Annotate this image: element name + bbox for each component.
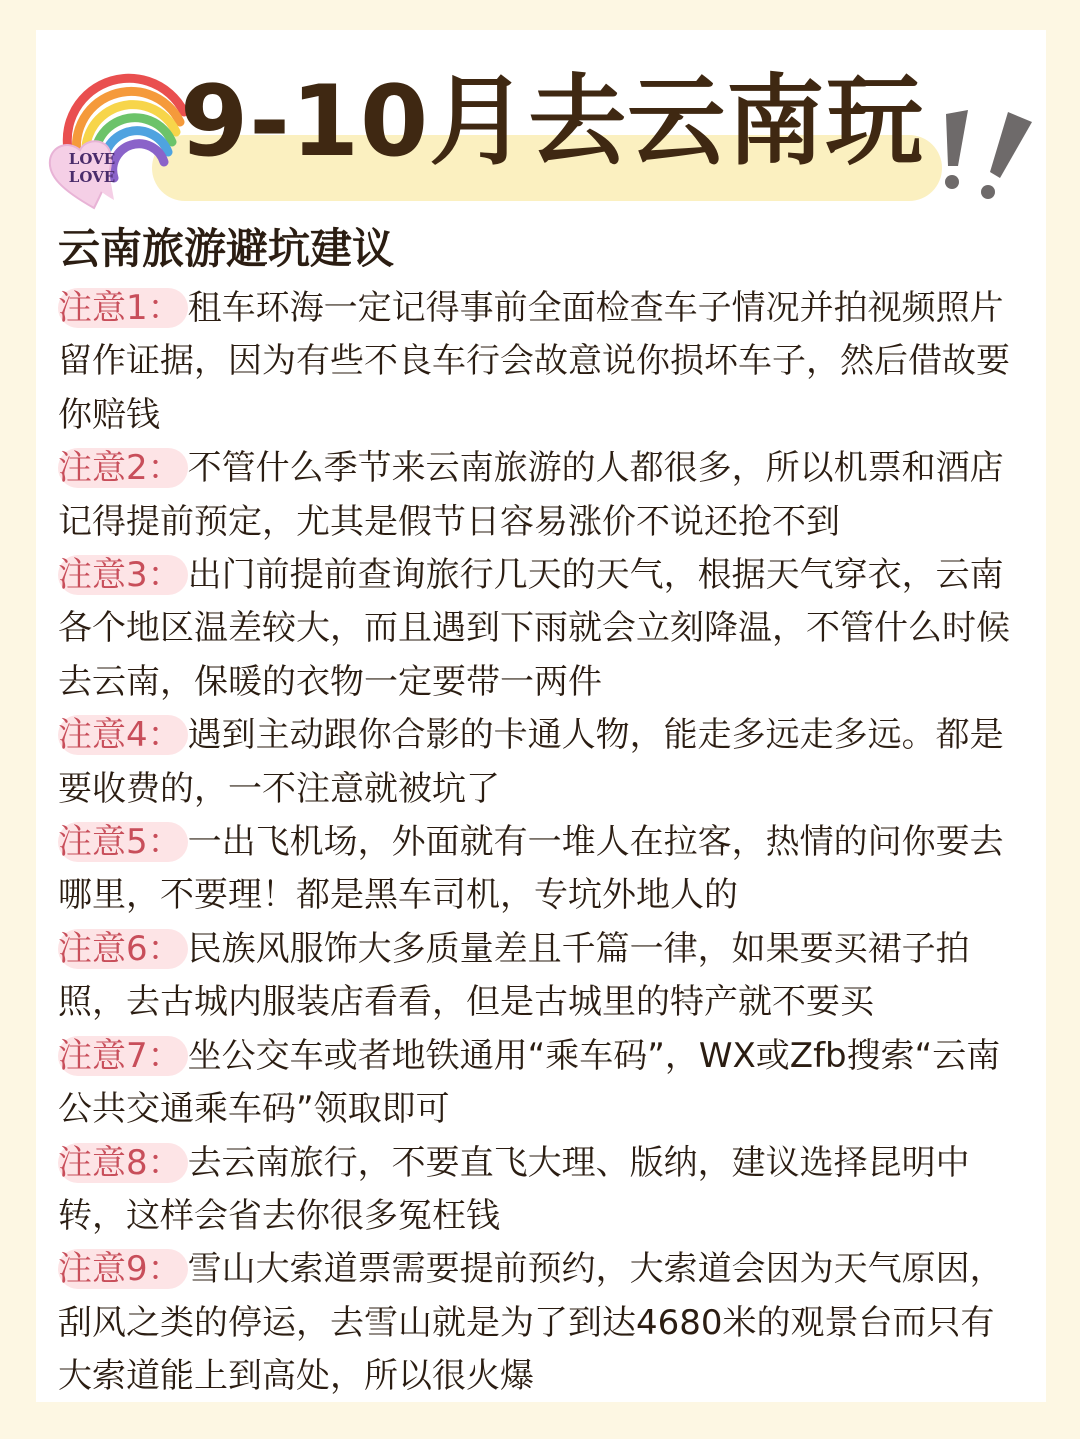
tip-text: 遇到主动跟你合影的卡通人物，能走多远走多远。都是要收费的，一不注意就被坑了 [58,715,1004,809]
tip-label-text: 注意4 [58,715,148,756]
exclamation-marks-icon [938,100,1038,210]
tip-label [58,715,188,755]
tip-label-text: 注意7 [58,1035,148,1076]
tip-item [58,816,1026,923]
tip-label [58,448,188,488]
tip-label [58,1249,188,1289]
tip-label-text: 注意5 [58,822,148,863]
love-line-1: LOVE [68,150,116,168]
tip-item [58,1243,1026,1403]
tip-label-text: 注意6 [58,928,148,969]
tip-text: 租车环海一定记得事前全面检查车子情况并拍视频照片留作证据，因为有些不良车行会故意说你损坏车子，然后借故要你赔钱 [58,288,1010,435]
love-line-2: LOVE [68,168,116,186]
tip-label [58,929,188,969]
tip-text: 民族风服饰大多质量差且千篇一律，如果要买裙子拍照，去古城内服装店看看，但是古城里的特产就不要买 [58,928,970,1023]
section-title: 云南旅游避坑建议 [58,224,395,273]
tip-label-colon: ： [147,448,182,489]
tip-text: 不管什么季节来云南旅游的人都很多，所以机票和酒店记得提前预定，尤其是假节日容易涨价不说还抢不到 [58,448,1004,542]
tip-item [58,282,1026,442]
tip-item [58,549,1026,709]
tip-label [58,822,188,862]
tip-text: 去云南旅行，不要直飞大理、版纳，建议选择昆明中转，这样会省去你很多冤枉钱 [58,1142,970,1236]
tip-label [58,555,188,595]
tip-item [58,442,1026,549]
tip-label-text: 注意9 [58,1249,148,1290]
tip-label [58,1143,188,1183]
tip-label-text: 注意2 [58,448,148,489]
tip-label-colon: ： [147,715,182,756]
tip-text: 出门前提前查询旅行几天的天气，根据天气穿衣，云南各个地区温差较大，而且遇到下雨就会立刻降温，不管什么时候去云南，保暖的衣物一定要带一两件 [58,555,1010,702]
tip-label [58,288,188,328]
tip-label-text: 注意8 [58,1142,148,1183]
love-sticker-text [64,150,120,186]
tip-text: 坐公交车或者地铁通用“乘车码”，WX或Zfb搜索“云南公共交通乘车码”领取即可 [58,1035,1001,1130]
tip-text: 雪山大索道票需要提前预约，大索道会因为天气原因，刮风之类的停运，去雪山就是为了到达4680米的观景台而只有大索道能上到高处，所以很火爆 [58,1249,1004,1397]
tip-label-colon: ： [147,822,182,863]
header [0,0,1080,220]
page-title: 9-10月去云南玩 [180,65,925,179]
tip-item [58,1030,1026,1137]
tip-label-colon: ： [147,1142,182,1183]
tip-text: 一出飞机场，外面就有一堆人在拉客，热情的问你要去哪里，不要理！都是黑车司机，专坑外地人的 [58,822,1004,916]
tip-item [58,709,1026,816]
tip-label-colon: ： [147,288,182,328]
rainbow-icon [44,72,194,212]
tip-label-colon: ： [147,555,182,596]
tip-label-text: 注意1 [58,288,148,328]
tip-item [58,923,1026,1030]
tip-label-colon: ： [147,1035,182,1076]
tip-item [58,1137,1026,1244]
tips-list [58,282,1026,1404]
tip-label [58,1036,188,1076]
tip-label-colon: ： [147,1249,182,1290]
tip-label-text: 注意3 [58,555,148,596]
tip-label-colon: ： [147,928,182,969]
